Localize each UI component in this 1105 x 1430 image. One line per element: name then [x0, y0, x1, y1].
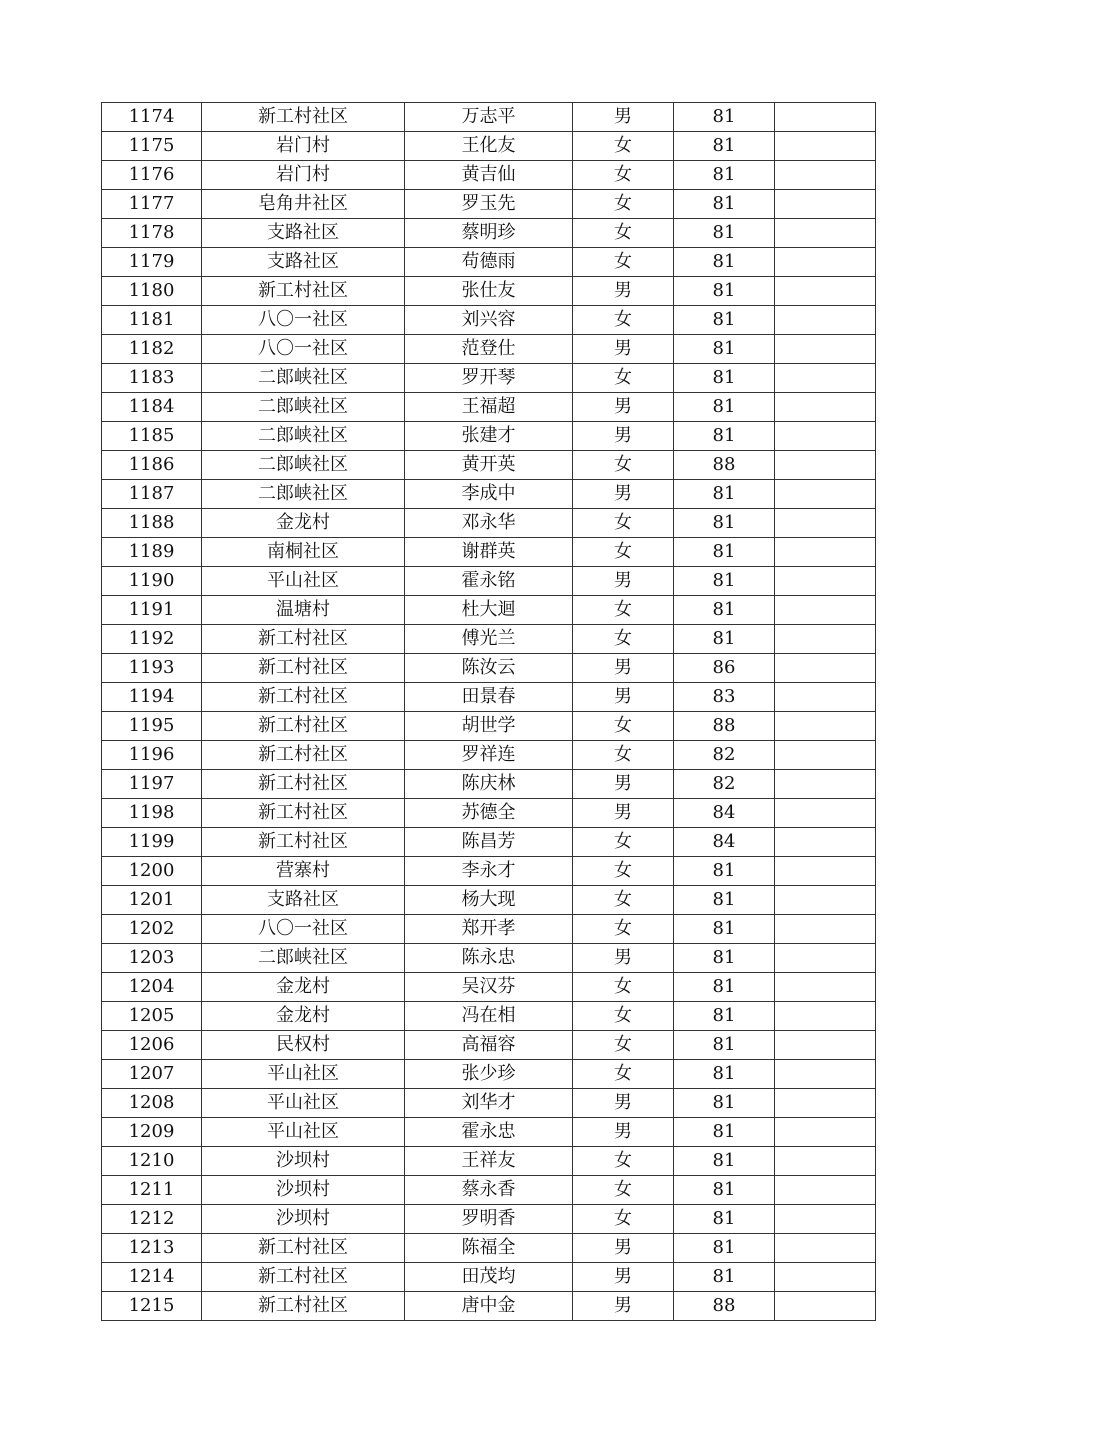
age-cell: 81 — [674, 625, 775, 654]
gender-cell: 女 — [573, 1060, 674, 1089]
name-cell: 王福超 — [405, 393, 573, 422]
table-row — [102, 422, 876, 451]
remark-cell — [775, 538, 876, 567]
age-cell: 81 — [674, 219, 775, 248]
remark-cell — [775, 828, 876, 857]
community-cell: 平山社区 — [202, 567, 405, 596]
community-cell: 平山社区 — [202, 1089, 405, 1118]
name-cell: 蔡明珍 — [405, 219, 573, 248]
name-cell: 杜大迴 — [405, 596, 573, 625]
name-cell: 陈福全 — [405, 1234, 573, 1263]
gender-cell: 女 — [573, 190, 674, 219]
name-cell: 王化友 — [405, 132, 573, 161]
age-cell: 81 — [674, 161, 775, 190]
community-cell: 金龙村 — [202, 509, 405, 538]
remark-cell — [775, 132, 876, 161]
gender-cell: 男 — [573, 422, 674, 451]
community-cell: 金龙村 — [202, 1002, 405, 1031]
row-number-cell: 1193 — [102, 654, 202, 683]
row-number-cell: 1204 — [102, 973, 202, 1002]
community-cell: 八〇一社区 — [202, 335, 405, 364]
age-cell: 81 — [674, 973, 775, 1002]
table-row — [102, 132, 876, 161]
name-cell: 郑开孝 — [405, 915, 573, 944]
remark-cell — [775, 915, 876, 944]
remark-cell — [775, 1176, 876, 1205]
age-cell: 81 — [674, 857, 775, 886]
table-row — [102, 103, 876, 132]
gender-cell: 男 — [573, 1089, 674, 1118]
age-cell: 81 — [674, 1118, 775, 1147]
row-number-cell: 1211 — [102, 1176, 202, 1205]
age-cell: 81 — [674, 1089, 775, 1118]
remark-cell — [775, 422, 876, 451]
row-number-cell: 1196 — [102, 741, 202, 770]
gender-cell: 女 — [573, 1002, 674, 1031]
row-number-cell: 1189 — [102, 538, 202, 567]
gender-cell: 女 — [573, 219, 674, 248]
roster-table — [101, 102, 876, 1321]
remark-cell — [775, 799, 876, 828]
gender-cell: 女 — [573, 451, 674, 480]
community-cell: 营寨村 — [202, 857, 405, 886]
community-cell: 支路社区 — [202, 886, 405, 915]
gender-cell: 男 — [573, 770, 674, 799]
name-cell: 李成中 — [405, 480, 573, 509]
remark-cell — [775, 161, 876, 190]
row-number-cell: 1208 — [102, 1089, 202, 1118]
community-cell: 二郎峡社区 — [202, 422, 405, 451]
gender-cell: 男 — [573, 654, 674, 683]
age-cell: 88 — [674, 1292, 775, 1321]
community-cell: 八〇一社区 — [202, 915, 405, 944]
age-cell: 81 — [674, 1205, 775, 1234]
gender-cell: 女 — [573, 1147, 674, 1176]
community-cell: 新工村社区 — [202, 1234, 405, 1263]
community-cell: 八〇一社区 — [202, 306, 405, 335]
table-row — [102, 393, 876, 422]
table-row — [102, 857, 876, 886]
table-row — [102, 1234, 876, 1263]
table-row — [102, 190, 876, 219]
gender-cell: 女 — [573, 973, 674, 1002]
remark-cell — [775, 364, 876, 393]
gender-cell: 女 — [573, 741, 674, 770]
row-number-cell: 1207 — [102, 1060, 202, 1089]
row-number-cell: 1215 — [102, 1292, 202, 1321]
table-row — [102, 1205, 876, 1234]
row-number-cell: 1187 — [102, 480, 202, 509]
table-row — [102, 1147, 876, 1176]
remark-cell — [775, 1031, 876, 1060]
roster-table-body — [102, 103, 876, 1321]
community-cell: 支路社区 — [202, 248, 405, 277]
row-number-cell: 1188 — [102, 509, 202, 538]
name-cell: 罗开琴 — [405, 364, 573, 393]
remark-cell — [775, 886, 876, 915]
name-cell: 万志平 — [405, 103, 573, 132]
remark-cell — [775, 567, 876, 596]
gender-cell: 女 — [573, 364, 674, 393]
remark-cell — [775, 596, 876, 625]
row-number-cell: 1181 — [102, 306, 202, 335]
community-cell: 南桐社区 — [202, 538, 405, 567]
community-cell: 新工村社区 — [202, 1292, 405, 1321]
community-cell: 岩门村 — [202, 132, 405, 161]
age-cell: 82 — [674, 741, 775, 770]
gender-cell: 女 — [573, 132, 674, 161]
age-cell: 81 — [674, 538, 775, 567]
community-cell: 新工村社区 — [202, 712, 405, 741]
name-cell: 罗玉先 — [405, 190, 573, 219]
remark-cell — [775, 1234, 876, 1263]
age-cell: 81 — [674, 1147, 775, 1176]
remark-cell — [775, 712, 876, 741]
gender-cell: 男 — [573, 277, 674, 306]
name-cell: 范登仕 — [405, 335, 573, 364]
name-cell: 霍永铭 — [405, 567, 573, 596]
gender-cell: 女 — [573, 712, 674, 741]
row-number-cell: 1203 — [102, 944, 202, 973]
table-row — [102, 596, 876, 625]
remark-cell — [775, 625, 876, 654]
table-row — [102, 1031, 876, 1060]
community-cell: 沙坝村 — [202, 1147, 405, 1176]
remark-cell — [775, 1089, 876, 1118]
name-cell: 冯在相 — [405, 1002, 573, 1031]
age-cell: 83 — [674, 683, 775, 712]
name-cell: 田茂均 — [405, 1263, 573, 1292]
gender-cell: 男 — [573, 1263, 674, 1292]
table-row — [102, 683, 876, 712]
age-cell: 88 — [674, 712, 775, 741]
gender-cell: 女 — [573, 1205, 674, 1234]
community-cell: 新工村社区 — [202, 828, 405, 857]
community-cell: 金龙村 — [202, 973, 405, 1002]
community-cell: 新工村社区 — [202, 799, 405, 828]
age-cell: 86 — [674, 654, 775, 683]
table-row — [102, 944, 876, 973]
gender-cell: 男 — [573, 944, 674, 973]
age-cell: 81 — [674, 277, 775, 306]
row-number-cell: 1210 — [102, 1147, 202, 1176]
age-cell: 81 — [674, 886, 775, 915]
community-cell: 新工村社区 — [202, 683, 405, 712]
row-number-cell: 1195 — [102, 712, 202, 741]
gender-cell: 男 — [573, 683, 674, 712]
community-cell: 岩门村 — [202, 161, 405, 190]
remark-cell — [775, 973, 876, 1002]
name-cell: 霍永忠 — [405, 1118, 573, 1147]
gender-cell: 男 — [573, 1118, 674, 1147]
community-cell: 新工村社区 — [202, 1263, 405, 1292]
name-cell: 张建才 — [405, 422, 573, 451]
name-cell: 黄吉仙 — [405, 161, 573, 190]
row-number-cell: 1200 — [102, 857, 202, 886]
age-cell: 84 — [674, 828, 775, 857]
row-number-cell: 1191 — [102, 596, 202, 625]
gender-cell: 女 — [573, 538, 674, 567]
table-row — [102, 799, 876, 828]
table-row — [102, 915, 876, 944]
age-cell: 81 — [674, 509, 775, 538]
gender-cell: 男 — [573, 335, 674, 364]
age-cell: 81 — [674, 335, 775, 364]
name-cell: 邓永华 — [405, 509, 573, 538]
name-cell: 张仕友 — [405, 277, 573, 306]
gender-cell: 男 — [573, 393, 674, 422]
age-cell: 81 — [674, 248, 775, 277]
remark-cell — [775, 944, 876, 973]
name-cell: 苏德全 — [405, 799, 573, 828]
age-cell: 81 — [674, 944, 775, 973]
name-cell: 罗祥连 — [405, 741, 573, 770]
remark-cell — [775, 654, 876, 683]
gender-cell: 女 — [573, 1031, 674, 1060]
table-row — [102, 509, 876, 538]
name-cell: 傅光兰 — [405, 625, 573, 654]
remark-cell — [775, 1147, 876, 1176]
name-cell: 谢群英 — [405, 538, 573, 567]
name-cell: 田景春 — [405, 683, 573, 712]
row-number-cell: 1184 — [102, 393, 202, 422]
community-cell: 沙坝村 — [202, 1176, 405, 1205]
age-cell: 81 — [674, 132, 775, 161]
table-row — [102, 770, 876, 799]
table-row — [102, 1089, 876, 1118]
community-cell: 支路社区 — [202, 219, 405, 248]
name-cell: 胡世学 — [405, 712, 573, 741]
gender-cell: 女 — [573, 248, 674, 277]
row-number-cell: 1209 — [102, 1118, 202, 1147]
name-cell: 罗明香 — [405, 1205, 573, 1234]
remark-cell — [775, 451, 876, 480]
community-cell: 温塘村 — [202, 596, 405, 625]
age-cell: 81 — [674, 364, 775, 393]
table-row — [102, 741, 876, 770]
community-cell: 二郎峡社区 — [202, 480, 405, 509]
remark-cell — [775, 1292, 876, 1321]
community-cell: 民权村 — [202, 1031, 405, 1060]
row-number-cell: 1182 — [102, 335, 202, 364]
row-number-cell: 1174 — [102, 103, 202, 132]
row-number-cell: 1186 — [102, 451, 202, 480]
community-cell: 二郎峡社区 — [202, 393, 405, 422]
remark-cell — [775, 683, 876, 712]
row-number-cell: 1178 — [102, 219, 202, 248]
age-cell: 81 — [674, 567, 775, 596]
gender-cell: 女 — [573, 509, 674, 538]
age-cell: 81 — [674, 480, 775, 509]
gender-cell: 女 — [573, 1176, 674, 1205]
age-cell: 81 — [674, 422, 775, 451]
name-cell: 陈昌芳 — [405, 828, 573, 857]
row-number-cell: 1197 — [102, 770, 202, 799]
table-row — [102, 335, 876, 364]
gender-cell: 女 — [573, 828, 674, 857]
name-cell: 黄开英 — [405, 451, 573, 480]
table-row — [102, 828, 876, 857]
table-row — [102, 306, 876, 335]
community-cell: 二郎峡社区 — [202, 364, 405, 393]
gender-cell: 男 — [573, 1234, 674, 1263]
community-cell: 新工村社区 — [202, 770, 405, 799]
name-cell: 刘兴容 — [405, 306, 573, 335]
name-cell: 刘华才 — [405, 1089, 573, 1118]
table-row — [102, 625, 876, 654]
table-row — [102, 1118, 876, 1147]
community-cell: 新工村社区 — [202, 277, 405, 306]
remark-cell — [775, 1118, 876, 1147]
community-cell: 新工村社区 — [202, 654, 405, 683]
table-row — [102, 654, 876, 683]
remark-cell — [775, 1060, 876, 1089]
remark-cell — [775, 306, 876, 335]
remark-cell — [775, 770, 876, 799]
row-number-cell: 1176 — [102, 161, 202, 190]
remark-cell — [775, 335, 876, 364]
row-number-cell: 1198 — [102, 799, 202, 828]
age-cell: 88 — [674, 451, 775, 480]
gender-cell: 男 — [573, 567, 674, 596]
row-number-cell: 1177 — [102, 190, 202, 219]
name-cell: 唐中金 — [405, 1292, 573, 1321]
name-cell: 蔡永香 — [405, 1176, 573, 1205]
community-cell: 新工村社区 — [202, 103, 405, 132]
gender-cell: 女 — [573, 161, 674, 190]
remark-cell — [775, 277, 876, 306]
gender-cell: 女 — [573, 306, 674, 335]
gender-cell: 女 — [573, 915, 674, 944]
table-row — [102, 451, 876, 480]
gender-cell: 男 — [573, 480, 674, 509]
table-row — [102, 1176, 876, 1205]
remark-cell — [775, 103, 876, 132]
row-number-cell: 1205 — [102, 1002, 202, 1031]
row-number-cell: 1199 — [102, 828, 202, 857]
age-cell: 81 — [674, 393, 775, 422]
name-cell: 吴汉芬 — [405, 973, 573, 1002]
remark-cell — [775, 480, 876, 509]
remark-cell — [775, 1205, 876, 1234]
row-number-cell: 1185 — [102, 422, 202, 451]
row-number-cell: 1175 — [102, 132, 202, 161]
row-number-cell: 1212 — [102, 1205, 202, 1234]
row-number-cell: 1201 — [102, 886, 202, 915]
gender-cell: 女 — [573, 857, 674, 886]
age-cell: 81 — [674, 1176, 775, 1205]
table-row — [102, 538, 876, 567]
gender-cell: 男 — [573, 1292, 674, 1321]
community-cell: 二郎峡社区 — [202, 451, 405, 480]
table-row — [102, 712, 876, 741]
table-row — [102, 248, 876, 277]
age-cell: 81 — [674, 915, 775, 944]
gender-cell: 女 — [573, 886, 674, 915]
community-cell: 平山社区 — [202, 1118, 405, 1147]
table-row — [102, 1292, 876, 1321]
name-cell: 陈永忠 — [405, 944, 573, 973]
row-number-cell: 1213 — [102, 1234, 202, 1263]
remark-cell — [775, 857, 876, 886]
name-cell: 陈庆林 — [405, 770, 573, 799]
table-row — [102, 364, 876, 393]
name-cell: 杨大现 — [405, 886, 573, 915]
table-row — [102, 1263, 876, 1292]
row-number-cell: 1190 — [102, 567, 202, 596]
remark-cell — [775, 741, 876, 770]
row-number-cell: 1202 — [102, 915, 202, 944]
community-cell: 新工村社区 — [202, 741, 405, 770]
row-number-cell: 1192 — [102, 625, 202, 654]
table-row — [102, 886, 876, 915]
table-row — [102, 1002, 876, 1031]
row-number-cell: 1179 — [102, 248, 202, 277]
age-cell: 81 — [674, 1234, 775, 1263]
age-cell: 81 — [674, 1002, 775, 1031]
age-cell: 81 — [674, 1031, 775, 1060]
table-row — [102, 567, 876, 596]
table-row — [102, 161, 876, 190]
table-row — [102, 1060, 876, 1089]
age-cell: 84 — [674, 799, 775, 828]
name-cell: 张少珍 — [405, 1060, 573, 1089]
age-cell: 81 — [674, 103, 775, 132]
remark-cell — [775, 393, 876, 422]
name-cell: 高福容 — [405, 1031, 573, 1060]
remark-cell — [775, 248, 876, 277]
table-row — [102, 277, 876, 306]
remark-cell — [775, 190, 876, 219]
row-number-cell: 1180 — [102, 277, 202, 306]
row-number-cell: 1194 — [102, 683, 202, 712]
age-cell: 81 — [674, 306, 775, 335]
table-row — [102, 219, 876, 248]
remark-cell — [775, 1263, 876, 1292]
row-number-cell: 1183 — [102, 364, 202, 393]
community-cell: 新工村社区 — [202, 625, 405, 654]
remark-cell — [775, 219, 876, 248]
community-cell: 二郎峡社区 — [202, 944, 405, 973]
age-cell: 81 — [674, 596, 775, 625]
age-cell: 82 — [674, 770, 775, 799]
gender-cell: 男 — [573, 103, 674, 132]
community-cell: 沙坝村 — [202, 1205, 405, 1234]
table-row — [102, 973, 876, 1002]
community-cell: 皂角井社区 — [202, 190, 405, 219]
gender-cell: 男 — [573, 799, 674, 828]
name-cell: 王祥友 — [405, 1147, 573, 1176]
table-row — [102, 480, 876, 509]
age-cell: 81 — [674, 1060, 775, 1089]
age-cell: 81 — [674, 190, 775, 219]
name-cell: 陈汝云 — [405, 654, 573, 683]
row-number-cell: 1214 — [102, 1263, 202, 1292]
age-cell: 81 — [674, 1263, 775, 1292]
name-cell: 苟德雨 — [405, 248, 573, 277]
name-cell: 李永才 — [405, 857, 573, 886]
community-cell: 平山社区 — [202, 1060, 405, 1089]
remark-cell — [775, 1002, 876, 1031]
row-number-cell: 1206 — [102, 1031, 202, 1060]
gender-cell: 女 — [573, 596, 674, 625]
gender-cell: 女 — [573, 625, 674, 654]
remark-cell — [775, 509, 876, 538]
